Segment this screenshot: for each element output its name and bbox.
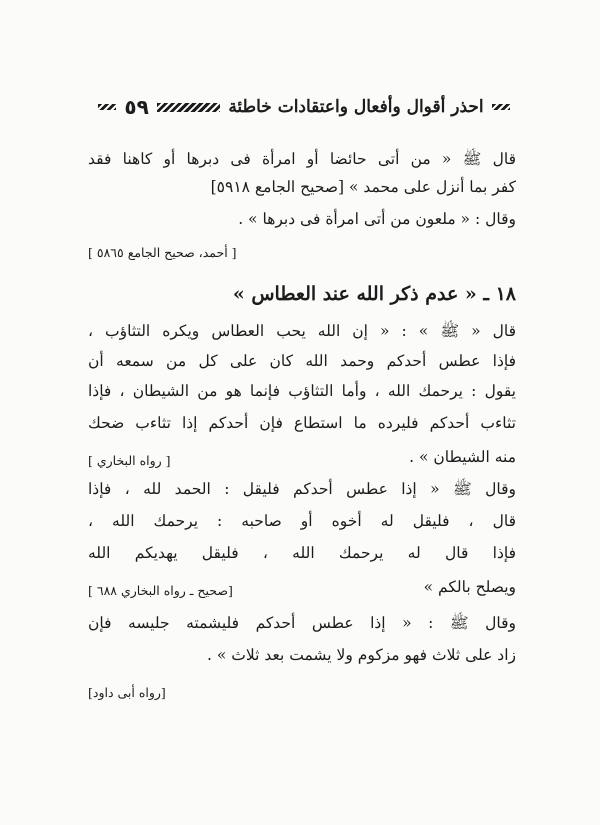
- text-line-6: فإذا عطس أحدكم وحمد الله كان على كل من سمعه أن: [88, 352, 516, 370]
- text-line-7: يقول : يرحمك الله ، وأما التثاؤب فإنما هو من الشيطان ، فإذا: [88, 382, 516, 400]
- text-line-13: ويصلح بالكم »: [423, 578, 516, 596]
- text-line-9: منه الشيطان » .: [409, 448, 516, 466]
- text-line-5: قال « ﷺ » : « إن الله يحب العطاس ويكره التثاؤب ،: [88, 322, 516, 340]
- citation-1: [ أحمد، صحيح الجامع ٥٨٦٥ ]: [88, 245, 237, 260]
- citation-3: [صحيح ـ رواه البخاري ٦٨٨ ]: [88, 583, 233, 598]
- text-line-10: وقال ﷺ « إذا عطس أحدكم فليقل : الحمد لله ، فإذا: [88, 480, 516, 498]
- text-line-11: قال ، فليقل له أخوه أو صاحبه : يرحمك الله ،: [88, 512, 516, 530]
- text-line-14: وقال ﷺ : « إذا عطس أحدكم فليشمته جليسه فإن: [88, 614, 516, 632]
- text-line-2: كفر بما أنزل على محمد » [صحيح الجامع ٥٩١٨]: [210, 178, 516, 196]
- text-line-3: وقال : « ملعون من أتى امرأة فى دبرها » .: [238, 210, 516, 228]
- header-ornament-left: [98, 104, 116, 110]
- running-header: [98, 93, 510, 121]
- header-title: احذر أقوال وأفعال واعتقادات خاطئة: [228, 97, 484, 117]
- citation-4: [رواه أبى داود]: [88, 685, 166, 700]
- header-ornament-hatch: [157, 103, 221, 112]
- text-line-12: فإذا قال له يرحمك الله ، فليقل يهديكم الله: [88, 544, 516, 562]
- section-heading: ١٨ ـ « عدم ذكر الله عند العطاس »: [232, 283, 516, 305]
- text-line-15: زاد على ثلاث فهو مزكوم ولا يشمت بعد ثلاث » .: [207, 646, 516, 664]
- text-line-1: قال ﷺ « من أتى حائضا أو امرأة فى دبرها أو كاهنا فقد: [88, 150, 516, 168]
- header-ornament-right: [492, 104, 510, 110]
- citation-2: [ رواه البخاري ]: [88, 453, 171, 468]
- page-number: ٥٩: [124, 95, 149, 119]
- text-line-8: تثاءب أحدكم فليرده ما استطاع فإن أحدكم إذا تثاءب ضحك: [88, 414, 516, 432]
